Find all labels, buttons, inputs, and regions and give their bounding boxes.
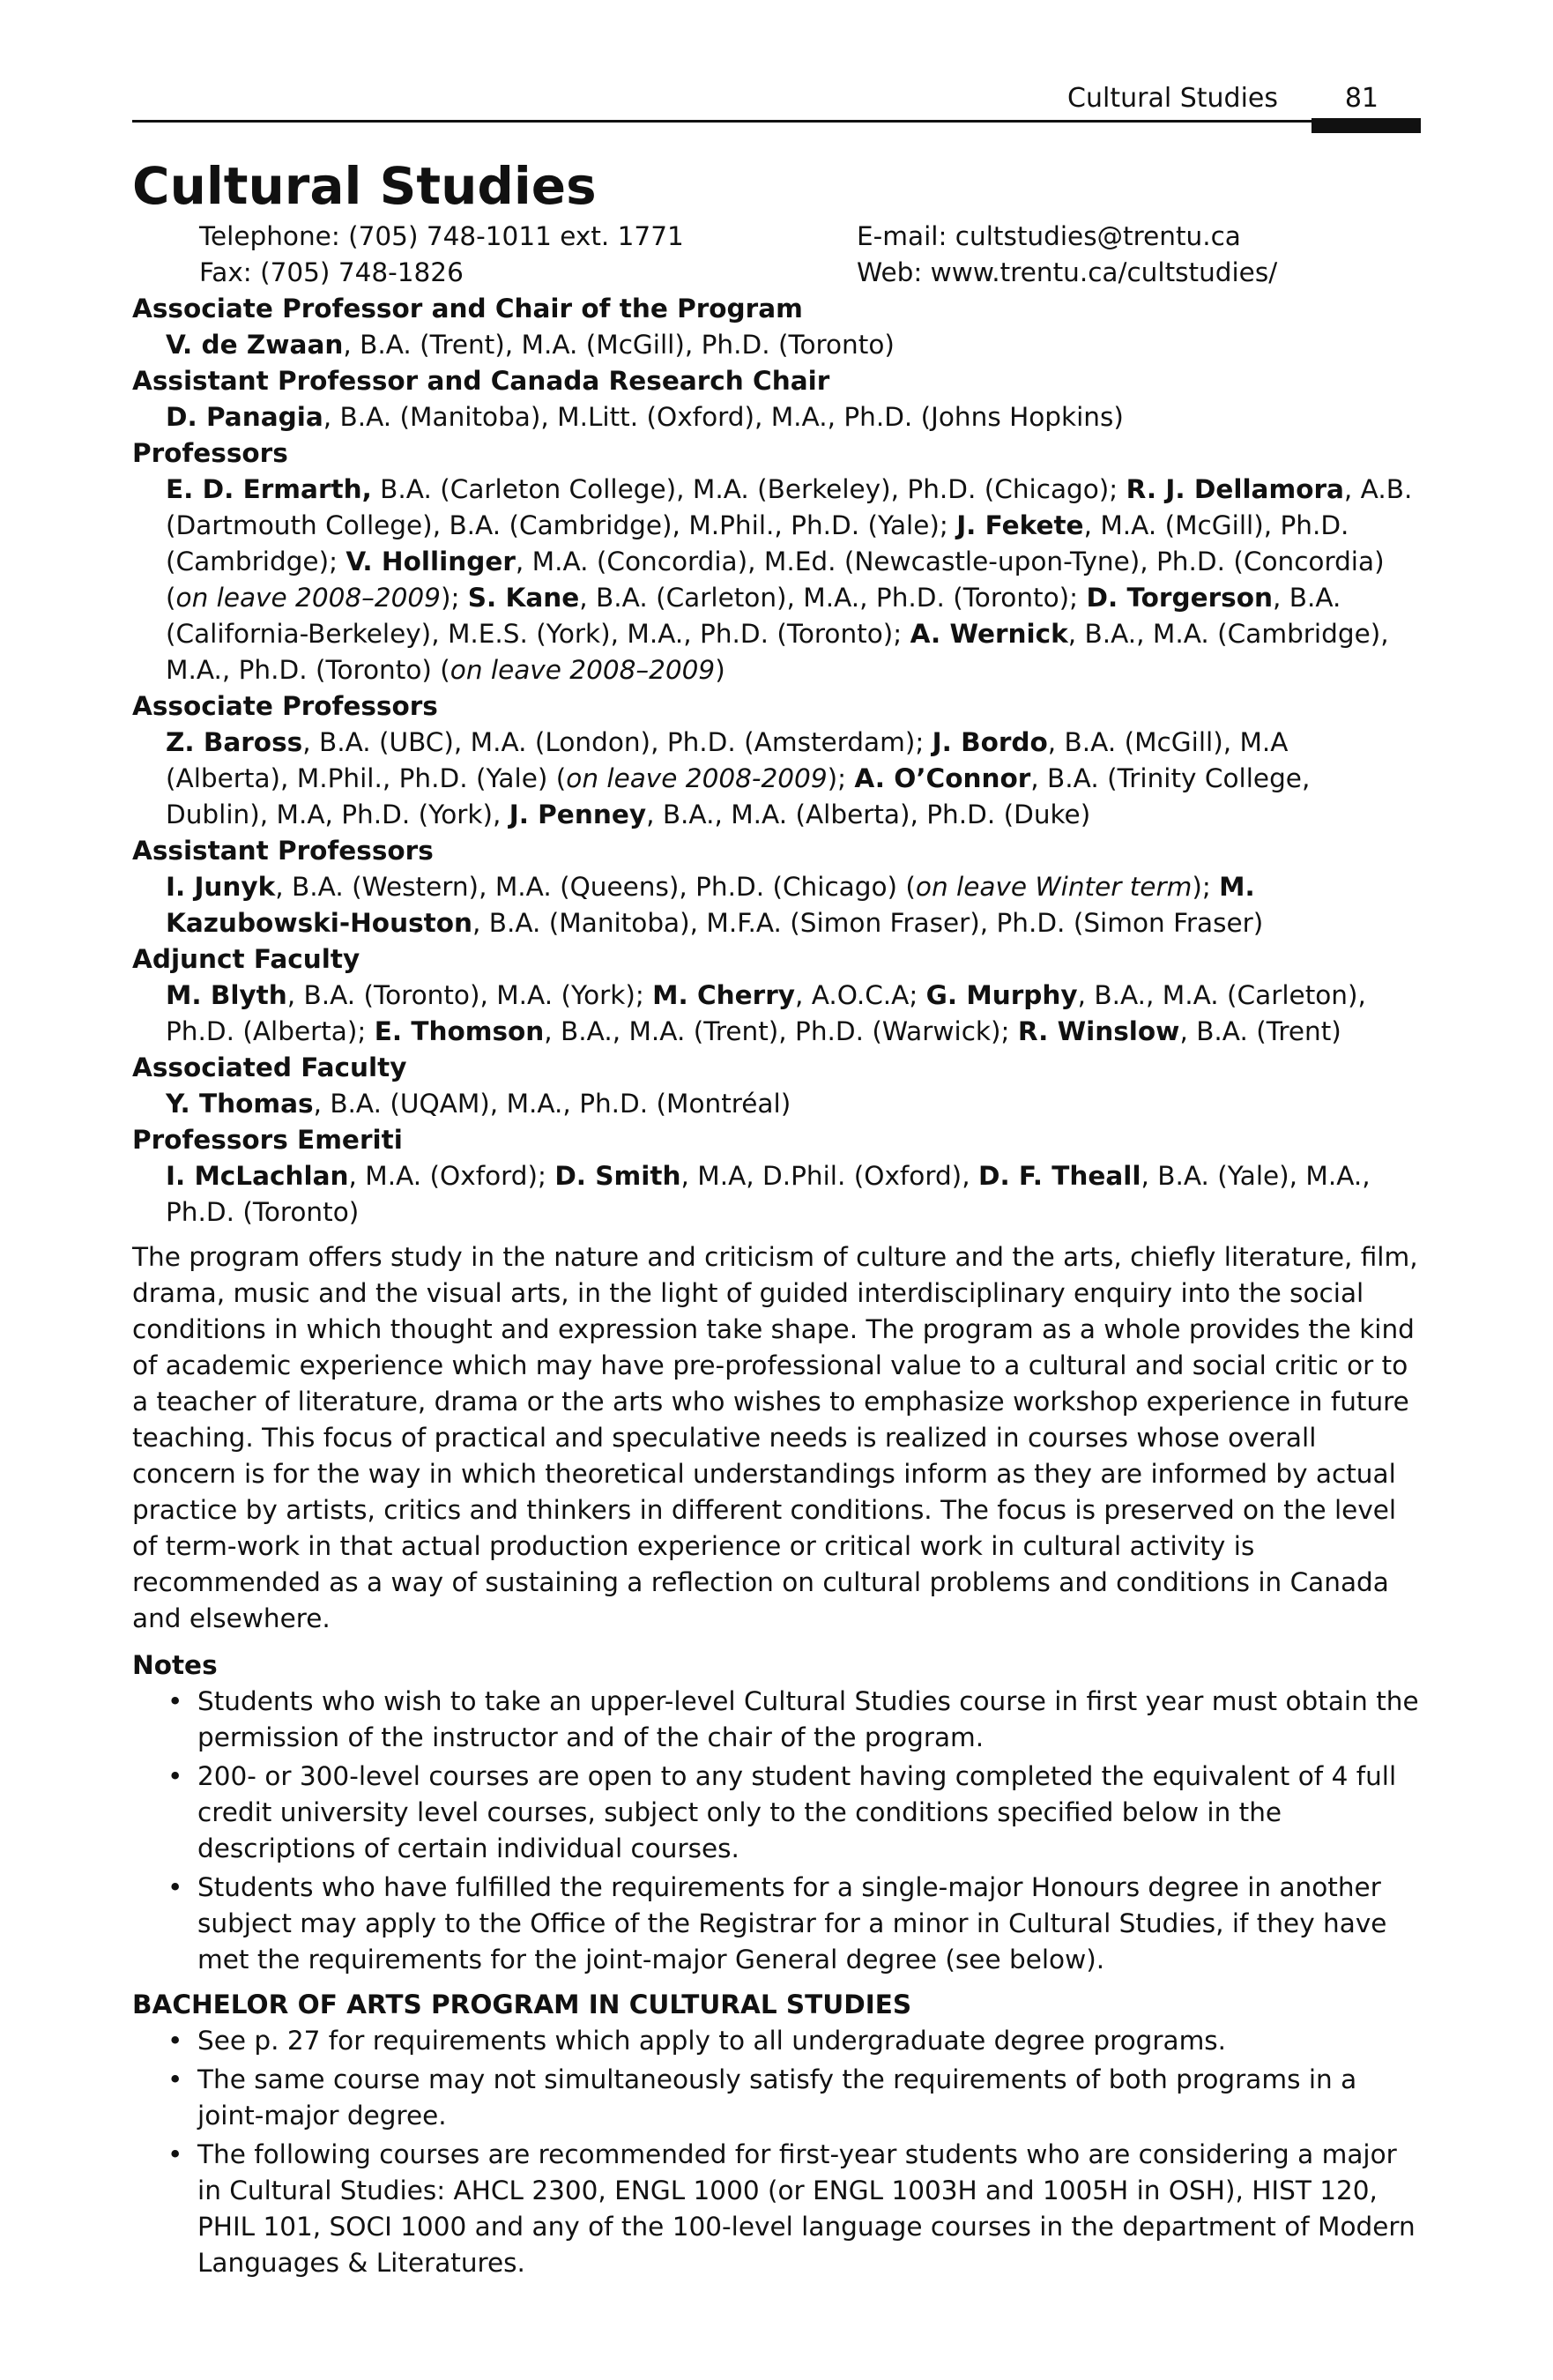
- faculty-name: V. de Zwaan: [166, 330, 344, 360]
- credentials-text: , B.A. (Trent), M.A. (McGill), Ph.D. (Toronto): [343, 330, 895, 360]
- contact-block: [199, 219, 1419, 291]
- faculty-group: [132, 941, 1419, 1050]
- department-title: Cultural Studies: [132, 156, 597, 216]
- faculty-name: R. Winslow: [1017, 1016, 1180, 1046]
- bullet-icon: •: [167, 2139, 183, 2169]
- bullet-icon: •: [167, 2064, 183, 2094]
- faculty-members: [166, 1086, 1419, 1122]
- credentials-text: , B.A., M.A. (Carleton), Ph.D. (Alberta);: [166, 980, 1366, 1046]
- credentials-text: , B.A. (Manitoba), M.Litt. (Oxford), M.A., Ph.D. (Johns Hopkins): [323, 402, 1124, 432]
- faculty-name: D. F. Theall: [977, 1161, 1141, 1191]
- list-item-text: 200- or 300-level courses are open to any student having completed the equivalent of 4 full credit university level courses, subject only to the conditions specified below in the descriptions of certain individual courses.: [197, 1761, 1397, 1863]
- leave-note: on leave Winter term: [915, 872, 1193, 902]
- faculty-heading: Assistant Professor and Canada Research Chair: [132, 366, 830, 396]
- contact-fax: Fax: (705) 748-1826: [199, 257, 464, 287]
- faculty-name: S. Kane: [467, 583, 580, 613]
- faculty-group: [132, 435, 1419, 688]
- leave-note: on leave 2008-2009: [566, 763, 828, 793]
- credentials-text: , B.A. (Trent): [1179, 1016, 1341, 1046]
- faculty-name: D. Torgerson: [1086, 583, 1273, 613]
- faculty-members: [166, 869, 1419, 941]
- faculty-name: A. O’Connor: [854, 763, 1031, 793]
- credentials-text: , B.A. (California-Berkeley), M.E.S. (York), M.A., Ph.D. (Toronto);: [166, 583, 1341, 649]
- faculty-name: D. Smith: [554, 1161, 681, 1191]
- bullet-icon: •: [167, 2026, 183, 2056]
- running-header-title: Cultural Studies: [1067, 83, 1278, 114]
- faculty-group: [132, 1050, 1419, 1122]
- list-item-text: Students who have fulfilled the requirements for a single-major Honours degree in another subject may apply to the Office of the Registrar for a minor in Cultural Studies, if they have met the requirements for the joint-major General degree (see below).: [197, 1872, 1387, 1975]
- leave-note: on leave 2008–2009: [450, 655, 716, 685]
- credentials-text: , B.A. (Carleton), M.A., Ph.D. (Toronto);: [579, 583, 1087, 613]
- credentials-text: , B.A. (Manitoba), M.F.A. (Simon Fraser), Ph.D. (Simon Fraser): [472, 908, 1264, 938]
- credentials-text: , B.A. (Toronto), M.A. (York);: [286, 980, 653, 1010]
- faculty-group: [132, 363, 1419, 435]
- bullet-icon: •: [167, 1761, 183, 1791]
- page-number: 81: [1344, 83, 1378, 114]
- bullet-icon: •: [167, 1872, 183, 1902]
- faculty-members: [166, 327, 1419, 363]
- faculty-heading: Professors: [132, 438, 288, 468]
- faculty-name: E. D. Ermarth,: [166, 474, 372, 504]
- faculty-heading: Associate Professor and Chair of the Program: [132, 294, 803, 324]
- credentials-text: , B.A., M.A. (Cambridge), M.A., Ph.D. (Toronto) (: [166, 619, 1389, 685]
- bullet-icon: •: [167, 1686, 183, 1716]
- faculty-name: M. Cherry: [652, 980, 795, 1010]
- credentials-text: , B.A. (Trinity College, Dublin), M.A, Ph.D. (York),: [166, 763, 1311, 829]
- faculty-members: [166, 1158, 1419, 1231]
- program-description: The program offers study in the nature and criticism of culture and the arts, chiefly literature, film, drama, music and the visual arts, in the light of guided interdisciplinary enquiry into the social conditions in which thought and expression take shape. The program as a whole provides the kind of academic experience which may have pre-professional value to a cultural and social critic or to a teacher of literature, drama or the arts who wishes to emphasize workshop experience in future teaching. This focus of practical and speculative needs is realized in courses whose overall concern is for the way in which theoretical understandings inform as they are informed by actual practice by artists, critics and thinkers in different conditions. The focus is preserved on the level of term-work in that actual production experience or critical work in cultural activity is recommended as a way of sustaining a reflection on cultural problems and conditions in Canada and elsewhere.: [132, 1242, 1418, 1633]
- running-header: [132, 79, 1419, 123]
- faculty-name: R. J. Dellamora: [1126, 474, 1344, 504]
- faculty-group: [132, 1122, 1419, 1231]
- contact-telephone: Telephone: (705) 748-1011 ext. 1771: [199, 221, 684, 251]
- credentials-text: , M.A. (Oxford);: [348, 1161, 555, 1191]
- list-item: [132, 1759, 1419, 1867]
- list-item-text: Students who wish to take an upper-level Cultural Studies course in first year must obtain the permission of the instructor and of the chair of the program.: [197, 1686, 1419, 1752]
- credentials-text: , B.A. (UQAM), M.A., Ph.D. (Montréal): [313, 1089, 791, 1119]
- faculty-name: A. Wernick: [910, 619, 1068, 649]
- list-item-text: The following courses are recommended for first-year students who are considering a major in Cultural Studies: AHCL 2300, ENGL 1000 (or ENGL 1003H and 1005H in OSH), HIST 120, PHIL 101, SOCI 1000 and any of the 100-level language courses in the department of Modern Languages & Literatures.: [197, 2139, 1416, 2278]
- header-tab-bar: [1312, 118, 1421, 133]
- faculty-name: G. Murphy: [925, 980, 1078, 1010]
- faculty-heading: Professors Emeriti: [132, 1125, 403, 1155]
- faculty-heading: Adjunct Faculty: [132, 944, 360, 974]
- credentials-text: ): [715, 655, 725, 685]
- list-item-text: See p. 27 for requirements which apply to all undergraduate degree programs.: [197, 2026, 1227, 2056]
- faculty-group: [132, 291, 1419, 363]
- credentials-text: , B.A. (Western), M.A. (Queens), Ph.D. (Chicago) (: [275, 872, 916, 902]
- contact-email: E-mail: cultstudies@trentu.ca: [857, 221, 1241, 251]
- list-item: [132, 2062, 1419, 2134]
- faculty-name: Y. Thomas: [166, 1089, 314, 1119]
- credentials-text: , B.A. (Yale), M.A., Ph.D. (Toronto): [166, 1161, 1371, 1227]
- page-content: [132, 155, 1419, 2281]
- credentials-text: , B.A. (UBC), M.A. (London), Ph.D. (Amsterdam);: [302, 727, 933, 757]
- list-item: [132, 1870, 1419, 1978]
- list-item: [132, 1684, 1419, 1756]
- faculty-name: I. McLachlan: [166, 1161, 349, 1191]
- faculty-list: [132, 291, 1419, 1231]
- faculty-name: J. Bordo: [932, 727, 1048, 757]
- credentials-text: , B.A., M.A. (Trent), Ph.D. (Warwick);: [544, 1016, 1018, 1046]
- faculty-members: [166, 399, 1419, 435]
- credentials-text: B.A. (Carleton College), M.A. (Berkeley), Ph.D. (Chicago);: [371, 474, 1126, 504]
- credentials-text: , M.A, D.Phil. (Oxford),: [680, 1161, 978, 1191]
- faculty-group: [132, 833, 1419, 941]
- faculty-name: D. Panagia: [166, 402, 323, 432]
- credentials-text: , M.A. (McGill), Ph.D. (Cambridge);: [166, 510, 1349, 576]
- faculty-name: M. Kazubowski-Houston: [166, 872, 1255, 938]
- credentials-text: );: [1192, 872, 1220, 902]
- faculty-name: Z. Baross: [166, 727, 303, 757]
- faculty-heading: Associate Professors: [132, 691, 438, 721]
- list-item: [132, 2023, 1419, 2059]
- faculty-members: [166, 472, 1419, 688]
- credentials-text: , B.A., M.A. (Alberta), Ph.D. (Duke): [646, 800, 1091, 829]
- faculty-name: J. Penney: [509, 800, 647, 829]
- faculty-name: I. Junyk: [166, 872, 276, 902]
- leave-note: on leave 2008–2009: [175, 583, 441, 613]
- credentials-text: );: [440, 583, 468, 613]
- contact-web: Web: www.trentu.ca/cultstudies/: [857, 257, 1278, 287]
- faculty-members: [166, 725, 1419, 833]
- credentials-text: );: [827, 763, 855, 793]
- faculty-name: M. Blyth: [166, 980, 287, 1010]
- faculty-heading: Assistant Professors: [132, 836, 434, 866]
- faculty-name: J. Fekete: [956, 510, 1084, 540]
- faculty-heading: Associated Faculty: [132, 1052, 407, 1082]
- faculty-group: [132, 688, 1419, 833]
- notes-heading: Notes: [132, 1650, 218, 1680]
- faculty-name: V. Hollinger: [346, 547, 516, 576]
- credentials-text: , A.O.C.A;: [795, 980, 926, 1010]
- faculty-members: [166, 978, 1419, 1050]
- credentials-text: , B.A. (McGill), M.A (Alberta), M.Phil., Ph.D. (Yale) (: [166, 727, 1289, 793]
- list-item: [132, 2137, 1419, 2281]
- section-heading: BACHELOR OF ARTS PROGRAM IN CULTURAL STUDIES: [132, 1990, 912, 2019]
- faculty-name: E. Thomson: [374, 1016, 545, 1046]
- credentials-text: , A.B. (Dartmouth College), B.A. (Cambridge), M.Phil., Ph.D. (Yale);: [166, 474, 1413, 540]
- credentials-text: , M.A. (Concordia), M.Ed. (Newcastle-upon-Tyne), Ph.D. (Concordia) (: [166, 547, 1385, 613]
- list-item-text: The same course may not simultaneously satisfy the requirements of both programs in a joint-major degree.: [197, 2064, 1357, 2131]
